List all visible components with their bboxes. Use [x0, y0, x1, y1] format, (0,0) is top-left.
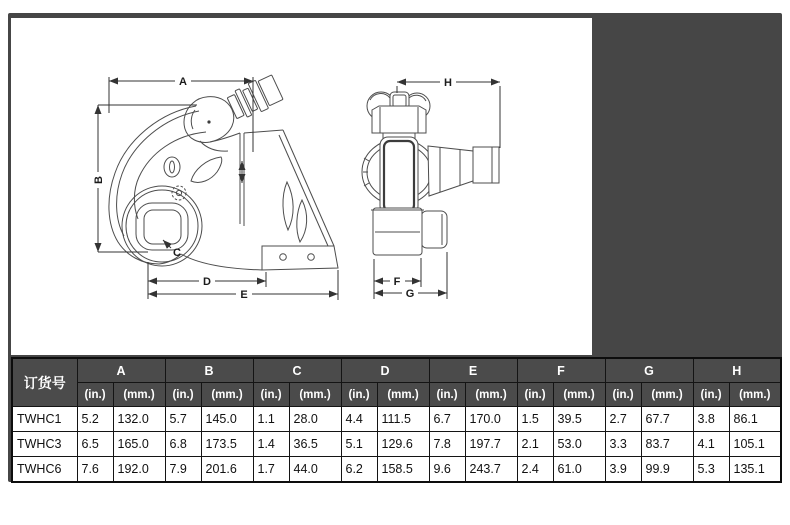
cell: 39.5: [553, 407, 605, 432]
dim-G: [374, 252, 447, 300]
cell: 5.3: [693, 457, 729, 483]
cell: 2.1: [517, 432, 553, 457]
dim-label-G: G: [405, 288, 415, 300]
unit-header-mm: (mm.): [289, 383, 341, 407]
group-header-H: H: [693, 358, 781, 383]
unit-header-mm: (mm.): [377, 383, 429, 407]
dim-label-E: E: [240, 289, 248, 301]
unit-header-mm: (mm.): [465, 383, 517, 407]
cell: 36.5: [289, 432, 341, 457]
cell: 3.8: [693, 407, 729, 432]
cell: 9.6: [429, 457, 465, 483]
cell: 129.6: [377, 432, 429, 457]
spec-table: [11, 357, 782, 483]
dim-label-C: C: [173, 247, 181, 259]
cell: 243.7: [465, 457, 517, 483]
cell: 99.9: [641, 457, 693, 483]
group-header-D: D: [341, 358, 429, 383]
unit-header-in: (in.): [341, 383, 377, 407]
table-row: [12, 407, 781, 432]
cell: 83.7: [641, 432, 693, 457]
cell: 53.0: [553, 432, 605, 457]
cell: 7.6: [77, 457, 113, 483]
dim-label-F: F: [393, 276, 401, 288]
dim-label-H: H: [444, 77, 452, 89]
cell: 105.1: [729, 432, 781, 457]
dim-E: [148, 270, 338, 301]
unit-header-mm: (mm.): [641, 383, 693, 407]
cell: 67.7: [641, 407, 693, 432]
group-header-B: B: [165, 358, 253, 383]
cell: 135.1: [729, 457, 781, 483]
hose-coupler-icon: [226, 73, 284, 122]
unit-header-in: (in.): [429, 383, 465, 407]
group-header-G: G: [605, 358, 693, 383]
row-id: TWHC1: [12, 407, 77, 432]
group-header-C: C: [253, 358, 341, 383]
group-header-A: A: [77, 358, 165, 383]
cell: 3.9: [605, 457, 641, 483]
dim-label-A: A: [179, 76, 187, 88]
table-header-groups: [12, 358, 781, 383]
cell: 1.4: [253, 432, 289, 457]
cell: 111.5: [377, 407, 429, 432]
cell: 4.4: [341, 407, 377, 432]
cell: 1.1: [253, 407, 289, 432]
cell: 5.2: [77, 407, 113, 432]
cell: 192.0: [113, 457, 165, 483]
cell: 6.7: [429, 407, 465, 432]
cell: 28.0: [289, 407, 341, 432]
table-row: [12, 432, 781, 457]
cell: 173.5: [201, 432, 253, 457]
unit-header-in: (in.): [605, 383, 641, 407]
end-view-drawing: [362, 92, 499, 255]
technical-drawing: [11, 18, 592, 355]
unit-header-in: (in.): [165, 383, 201, 407]
cell: 6.8: [165, 432, 201, 457]
row-id: TWHC3: [12, 432, 77, 457]
cell: 5.7: [165, 407, 201, 432]
side-view-drawing: [109, 73, 338, 270]
group-header-E: E: [429, 358, 517, 383]
cell: 7.8: [429, 432, 465, 457]
unit-header-in: (in.): [77, 383, 113, 407]
cell: 158.5: [377, 457, 429, 483]
cell: 6.5: [77, 432, 113, 457]
row-id: TWHC6: [12, 457, 77, 483]
table-header-units: [12, 383, 781, 407]
cell: 170.0: [465, 407, 517, 432]
group-header-F: F: [517, 358, 605, 383]
cell: 86.1: [729, 407, 781, 432]
unit-header-in: (in.): [253, 383, 289, 407]
order-number-header: 订货号: [12, 358, 77, 407]
cell: 165.0: [113, 432, 165, 457]
cell: 1.7: [253, 457, 289, 483]
cell: 3.3: [605, 432, 641, 457]
dim-label-D: D: [203, 276, 211, 288]
dim-label-B: B: [93, 176, 105, 184]
cell: 5.1: [341, 432, 377, 457]
unit-header-mm: (mm.): [201, 383, 253, 407]
cell: 44.0: [289, 457, 341, 483]
unit-header-mm: (mm.): [113, 383, 165, 407]
table-row: [12, 457, 781, 483]
cell: 132.0: [113, 407, 165, 432]
swivel-pin: [207, 120, 210, 123]
unit-header-in: (in.): [693, 383, 729, 407]
unit-header-mm: (mm.): [553, 383, 605, 407]
cell: 6.2: [341, 457, 377, 483]
cell: 197.7: [465, 432, 517, 457]
drawing-area: [11, 18, 592, 355]
cell: 2.7: [605, 407, 641, 432]
cell: 1.5: [517, 407, 553, 432]
cell: 7.9: [165, 457, 201, 483]
cell: 4.1: [693, 432, 729, 457]
unit-header-in: (in.): [517, 383, 553, 407]
cell: 2.4: [517, 457, 553, 483]
unit-header-mm: (mm.): [729, 383, 781, 407]
dim-A: [109, 74, 253, 152]
cell: 61.0: [553, 457, 605, 483]
cell: 201.6: [201, 457, 253, 483]
cell: 145.0: [201, 407, 253, 432]
